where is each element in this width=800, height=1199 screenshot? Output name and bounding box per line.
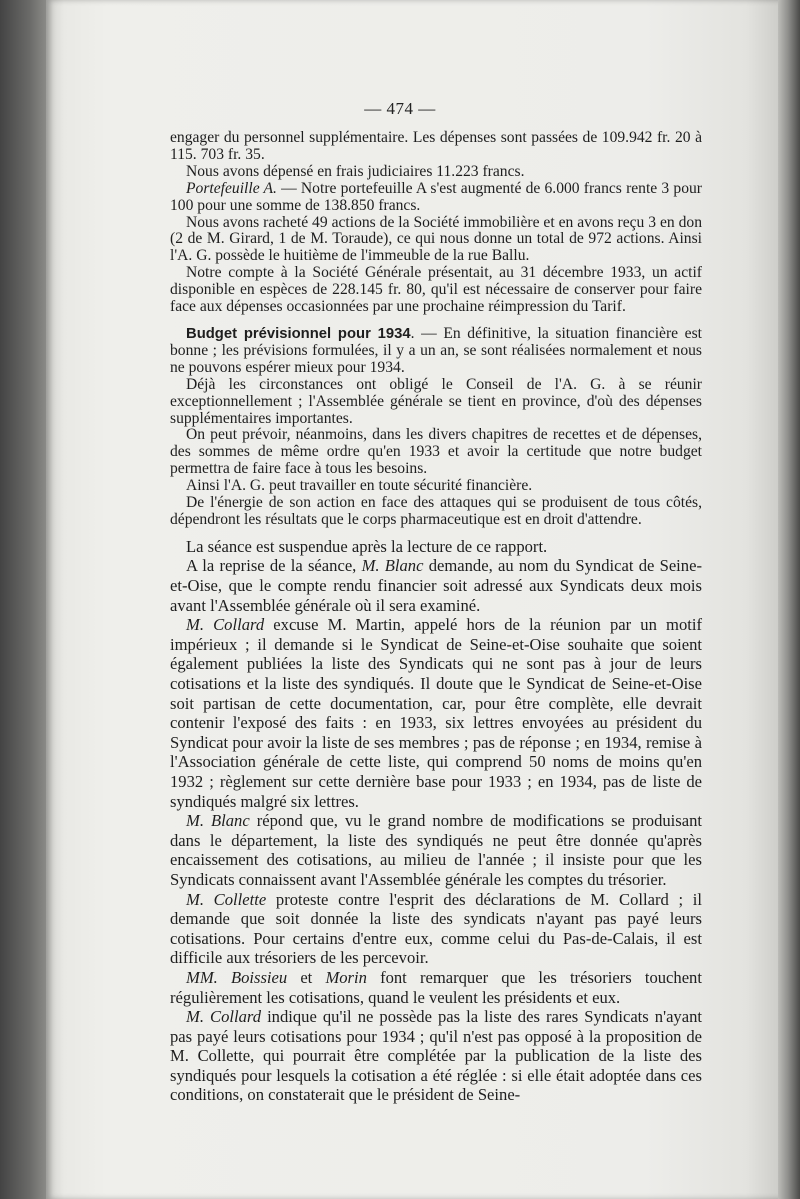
paragraph: Nous avons racheté 49 actions de la Société immobilière et en avons reçu 3 en don (2 de M. Girard, 1 de M. Toraude), ce qui nous donne un total de 972 actions. Ainsi l'A. G. possède le huitième de l'immeuble de la rue Ballu. <box>170 213 702 265</box>
paragraph: Ainsi l'A. G. peut travailler en toute sécurité financière. <box>186 477 533 495</box>
meeting-minutes-section <box>170 537 702 1105</box>
paragraph: M. Collette proteste contre l'esprit des déclarations de M. Collard ; il demande que soit donnée la liste des syndicats n'ayant pas payé leurs cotisations. Pour certains d'entre eux, comme celui du Pas-de-Calais, il est difficile aux trésoriers de les percevoir. <box>170 889 702 968</box>
paragraph: De l'énergie de son action en face des attaques qui se produisent de tous côtés, dépendront les résultats que le corps pharmaceutique est en droit d'attendre. <box>170 494 702 528</box>
paragraph: M. Collard excuse M. Martin, appelé hors de la réunion par un motif impérieux ; il demande si le Syndicat de Seine-et-Oise souhaite que soient également publiées la liste des Syndicats qui ne sont pas à jour de leurs cotisations et la liste des syndiqués. Il doute que le Syndicat de Seine-et-Oise soit partisan de cette documentation, car, pour être complète, elle devrait contenir l'exposé des faits : en 1933, six lettres envoyées au président du Syndicat pour avoir la liste de ses membres ; pas de réponse ; en 1934, remise à l'Association générale de cette liste, qui comprend 50 noms de moins qu'en 1932 ; règlement sur cette dernière base pour 1933 ; en 1934, pas de liste de syndiqués malgré six lettres. <box>170 615 702 811</box>
speaker-name: M. Blanc <box>186 811 250 831</box>
page-edge <box>778 0 800 1199</box>
speaker-name: MM. Boissieu <box>186 967 288 987</box>
paragraph: M. Collard indique qu'il ne possède pas la liste des rares Syndicats n'ayant pas payé leurs cotisations pour 1934 ; qu'il n'est pas opposé à la proposition de M. Collette, qui pourrait être complétée par la publication de la liste des syndiqués pour lesquels la cotisation a été réglée : si elle était adoptée dans ces conditions, on constaterait que le président de Seine- <box>170 1007 703 1105</box>
page-body <box>170 130 702 1105</box>
paragraph: engager du personnel supplémentaire. Les dépenses sont passées de 109.942 fr. 20 à 115. 703 fr. 35. <box>170 129 702 163</box>
paragraph: Nous avons dépensé en frais judiciaires 11.223 francs. <box>186 162 525 180</box>
paragraph: MM. Boissieu et Morin font remarquer que les trésoriers touchent régulièrement les cotisations, quand le veulent les présidents et eux. <box>170 967 702 1007</box>
speaker-name: M. Collette <box>186 889 267 909</box>
speaker-name: M. Blanc <box>361 556 424 576</box>
speaker-name: M. Collard <box>186 615 265 635</box>
paragraph: Portefeuille A. — Notre portefeuille A s'est augmenté de 6.000 francs rente 3 pour 100 pour une somme de 138.850 francs. <box>170 179 702 214</box>
speaker-name: M. Collard <box>186 1007 262 1027</box>
paragraph: La séance est suspendue après la lecture de ce rapport. <box>186 536 548 556</box>
financial-report-section <box>170 130 702 529</box>
paragraph: A la reprise de la séance, M. Blanc demande, au nom du Syndicat de Seine-et-Oise, que le compte rendu financier soit adressé aux Syndicats deux mois avant l'Assemblée générale où il sera examiné. <box>170 556 702 615</box>
paragraph: M. Blanc répond que, vu le grand nombre de modifications se produisant dans le département, la liste des syndiqués ne peut être donnée qu'après encaissement des cotisations, au milieu de l'année ; il insiste pour que les Syndicats connaissent avant l'Assemblée générale les comptes du trésorier. <box>170 811 703 889</box>
speaker-name: Morin <box>325 967 367 987</box>
book-spine <box>0 0 46 1199</box>
paragraph: On peut prévoir, néanmoins, dans les divers chapitres de recettes et de dépenses, des sommes de même ordre qu'en 1933 et avoir la certitude que notre budget permettra de faire face à tous les besoins. <box>170 426 702 478</box>
paragraph: Déjà les circonstances ont obligé le Conseil de l'A. G. à se réunir exceptionnellement ; l'Assemblée générale se tient en province, d'où des dépenses supplémentaires importantes. <box>170 375 702 427</box>
page-number: — 474 — <box>364 99 436 118</box>
paragraph: Budget prévisionnel pour 1934. — En définitive, la situation financière est bonne ; les prévisions formulées, il y a un an, se sont réalisées normalement et nous ne pouvons espérer mieux pour 1934. <box>170 324 702 376</box>
portfolio-label: Portefeuille A. <box>186 179 277 197</box>
paragraph: Notre compte à la Société Générale présentait, au 31 décembre 1933, un actif disponible en espèces de 228.145 fr. 80, qu'il est nécessaire de conserver pour faire face aux dépenses occasionnées par une prochaine réimpression du Tarif. <box>170 264 702 316</box>
section-heading: Budget prévisionnel pour 1934 <box>186 325 411 342</box>
